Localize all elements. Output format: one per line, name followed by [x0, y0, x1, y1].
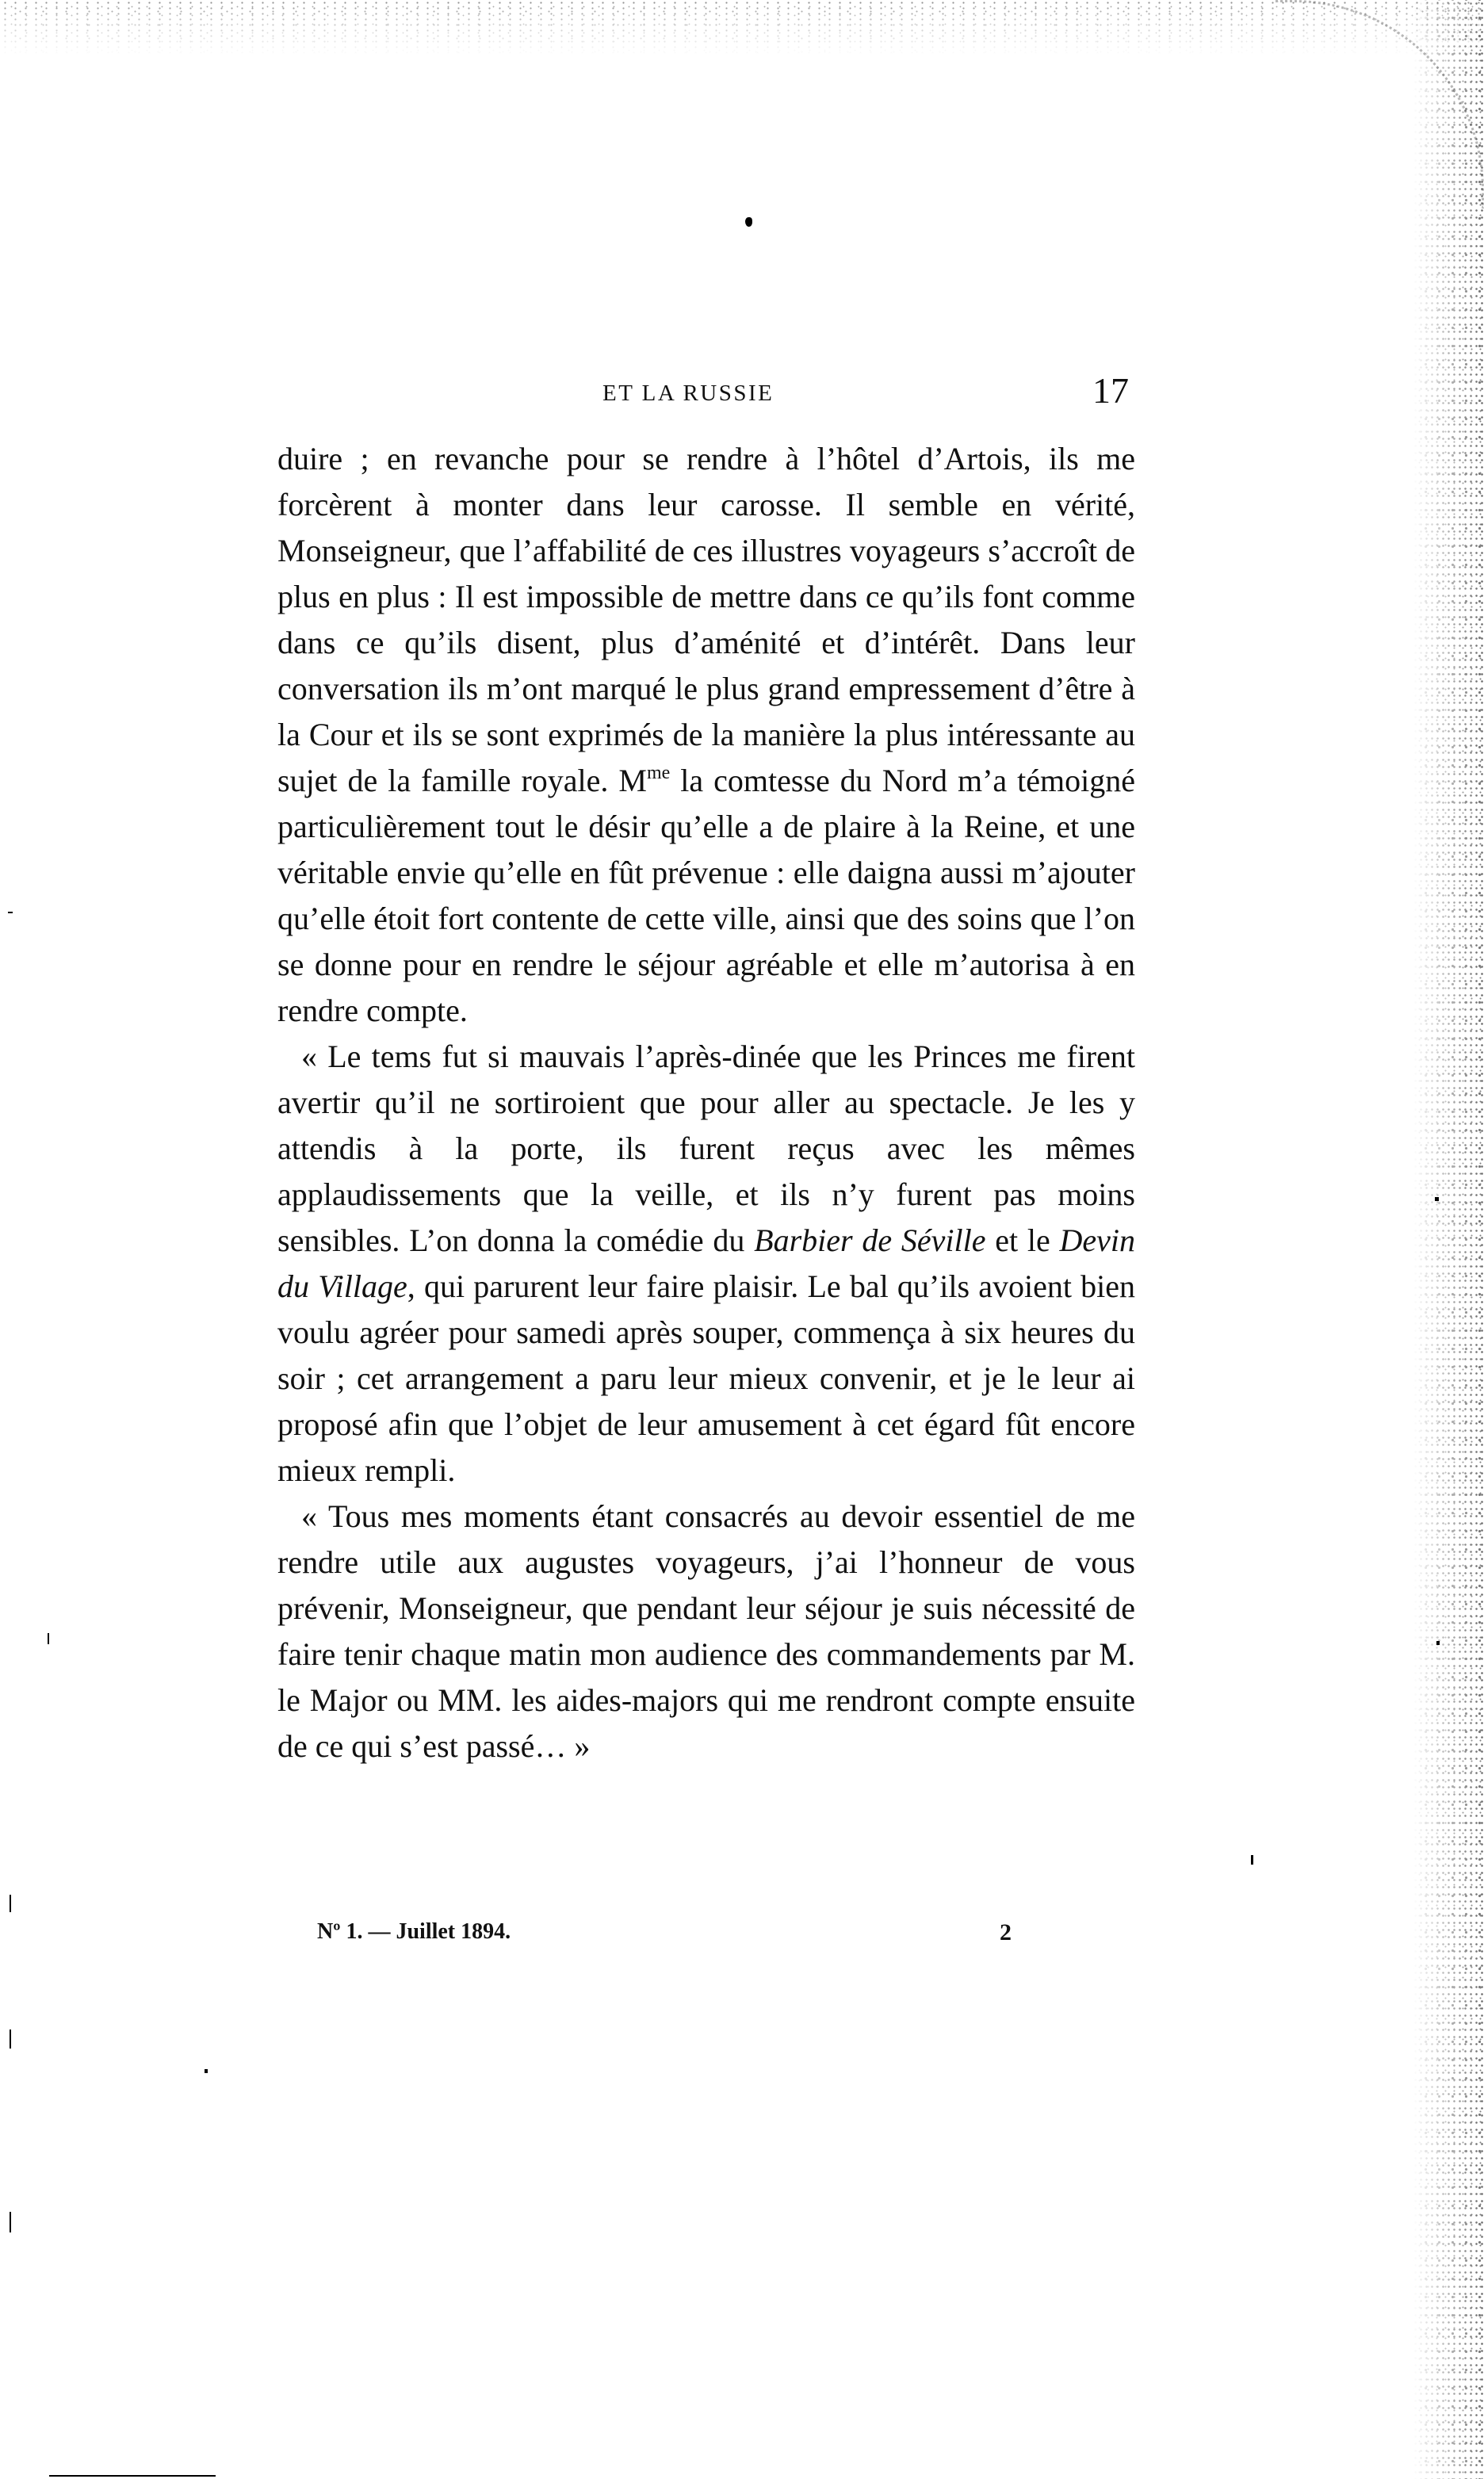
scan-speck — [10, 2029, 11, 2049]
scan-speck — [10, 2212, 11, 2232]
body-text — [277, 436, 1135, 1769]
scan-speck — [10, 1895, 11, 1912]
scan-noise-top-edge — [0, 0, 1484, 55]
text-run: , qui parurent leur faire plaisir. Le bal qu’ils avoient bien voulu agréer pour samedi après souper, commença à six heures du soir ; cet arrangement a paru leur mieux convenir, et je le leur ai proposé afin que l’objet de leur amusement à cet égard fût encore mieux rempli. — [277, 1268, 1135, 1488]
signature-mark: 2 — [1000, 1919, 1012, 1945]
text-run: « Tous mes moments étant consacrés au devoir essentiel de me rendre utile aux augustes voyageurs, j’ai l’honneur de vous prévenir, Monseigneur, que pendant leur séjour je suis nécessité de faire tenir chaque matin mon audience des commandements par M. le Major ou MM. les aides-majors qui me rendront compte ensuite de ce qui s’est passé… » — [277, 1498, 1135, 1764]
scan-speck — [1436, 1641, 1440, 1645]
scan-speck — [1251, 1855, 1253, 1865]
scan-speck — [8, 912, 13, 913]
superscript: me — [646, 763, 671, 783]
text-run: et le — [985, 1222, 1060, 1258]
italic-title: Barbier de Séville — [754, 1222, 986, 1258]
running-title: ET LA RUSSIE — [602, 381, 775, 406]
italic-title: Devin du Village — [277, 1222, 1136, 1304]
scan-noise-right-edge — [1413, 0, 1484, 2479]
ink-blot — [745, 217, 752, 227]
text-run: la comtesse du Nord m’a témoigné particulièrement tout le désir qu’elle a de plaire à la Reine, et une véritable envie qu’elle en fût prévenue : elle daigna aussi m’ajouter qu’elle étoit fort contente de cette ville, ainsi que des soins que l’on se donne pour en rendre le séjour agréable et elle m’autorisa à en rendre compte. — [277, 763, 1135, 1028]
issue-footer: Nº 1. — Juillet 1894. — [317, 1919, 511, 1944]
scan-speck — [48, 1633, 49, 1644]
scan-speck — [205, 2069, 208, 2073]
text-run: duire ; en revanche pour se rendre à l’hôtel d’Artois, ils me forcèrent à monter dans leur carosse. Il semble en vérité, Monseigneur, que l’affabilité de ces illustres voyageurs s’accroît de plus en plus : Il est impossible de mettre dans ce qu’ils font comme dans ce qu’ils disent, plus d’aménité et d’intérêt. Dans leur conversation ils m’ont marqué le plus grand empressement d’être à la Cour et ils se sont exprimés de la manière la plus intéressante au sujet de la famille royale. M — [277, 441, 1135, 798]
scan-bottom-edge-line — [49, 2475, 216, 2477]
scan-speck — [1435, 1197, 1439, 1201]
paragraph — [277, 1494, 1135, 1769]
paragraph — [277, 1034, 1135, 1494]
page-number: 17 — [1092, 370, 1129, 411]
text-run: « Le tems fut si mauvais l’après-dinée que les Princes me firent avertir qu’il ne sortiroient que pour aller au spectacle. Je les y attendis à la porte, ils furent reçus avec les mêmes applaudissements que la veille, et ils n’y furent pas moins sensibles. L’on donna la comédie du — [277, 1039, 1135, 1258]
paragraph — [277, 436, 1135, 1034]
